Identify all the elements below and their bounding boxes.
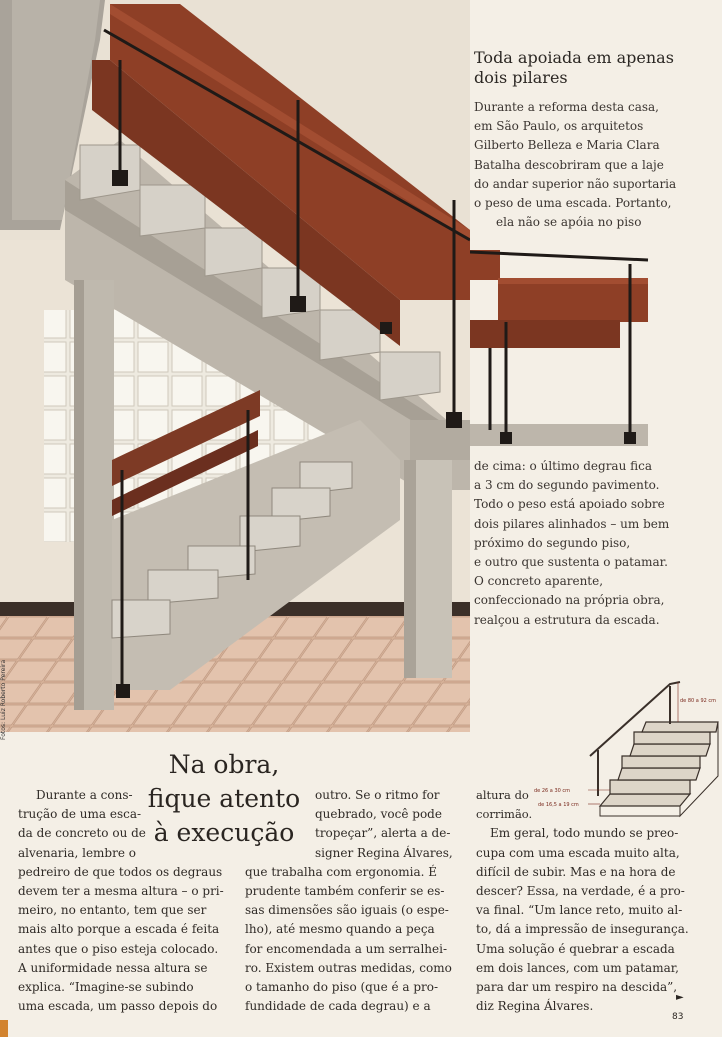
body-line: to, dá a impressão de insegurança.: [476, 922, 689, 937]
sidebar-line: Todo o peso está apoiado sobre: [474, 497, 665, 512]
sidebar-line: próximo do segundo piso,: [474, 535, 631, 550]
sidebar-line: realçou a estrutura da escada.: [474, 612, 660, 627]
body-line: explica. “Imagine-se subindo: [18, 980, 194, 995]
body-line: lho), até mesmo quando a peça: [245, 922, 435, 937]
body-line: pedreiro de que todos os degraus: [18, 864, 223, 879]
sidebar-line: Durante a reforma desta casa,: [474, 100, 659, 114]
sidebar-line: dois pilares alinhados – um bem: [474, 516, 670, 531]
article-column-2: [245, 786, 455, 1016]
page-number: 83: [672, 1012, 684, 1022]
headline-line: à execução: [153, 818, 295, 847]
body-line: A uniformidade nessa altura se: [18, 960, 208, 975]
body-line: da de concreto ou de: [18, 826, 146, 841]
sidebar-line: em São Paulo, os arquitetos: [474, 119, 644, 134]
body-line: ro. Existem outras medidas, como: [245, 960, 452, 975]
sidebar-line: o peso de uma escada. Portanto,: [474, 196, 672, 211]
sidebar-text-bottom: [474, 457, 669, 630]
body-line: quebrado, você pode: [315, 807, 442, 822]
body-line: prudente também conferir se es-: [245, 884, 445, 899]
diagram-label-handrail: de 80 a 92 cm: [680, 698, 717, 704]
sidebar-line: de cima: o último degrau fica: [474, 459, 653, 473]
body-line: para dar um respiro na descida”,: [476, 980, 678, 995]
headline-line: fique atento: [147, 784, 301, 813]
body-line: mais alto porque a escada é feita: [18, 922, 220, 937]
body-line: corrimão.: [476, 807, 533, 822]
sidebar-line: ela não se apóia no piso: [496, 215, 642, 230]
body-line: altura do: [476, 788, 529, 802]
body-line: sas dimensões são iguais (o espe-: [245, 903, 449, 918]
body-line: que trabalha com ergonomia. É: [245, 864, 438, 879]
staircase-photo-extension: [470, 250, 660, 450]
body-line: tropeçar”, alerta a de-: [315, 826, 451, 841]
body-line: uma escada, um passo depois do: [18, 999, 218, 1014]
sidebar-title: [474, 48, 704, 88]
sidebar-line: do andar superior não suportaria: [474, 176, 677, 191]
stair-dimensions-diagram: [530, 676, 720, 821]
body-line: Em geral, todo mundo se preo-: [490, 826, 679, 841]
sidebar-title-line: Toda apoiada em apenas: [474, 48, 674, 67]
article-column-1: [18, 786, 243, 1016]
photo-credit: Fotos: Luiz Roberto Pereira: [0, 659, 7, 740]
body-line: for encomendada a um serralhei-: [245, 941, 448, 956]
diagram-label-riser: de 16,5 a 19 cm: [538, 802, 579, 808]
body-line: Uma solução é quebrar a escada: [476, 941, 675, 956]
sidebar-text-top: [474, 98, 676, 232]
body-line: va final. “Um lance reto, muito al-: [476, 903, 683, 918]
sidebar-line: O concreto aparente,: [474, 574, 604, 589]
page-edge-mark: [0, 1020, 8, 1037]
diagram-label-tread: de 26 a 30 cm: [534, 788, 571, 794]
sidebar-title-line: dois pilares: [474, 68, 568, 87]
body-line: antes que o piso esteja colocado.: [18, 941, 219, 956]
body-line: devem ter a mesma altura – o pri-: [18, 884, 224, 899]
body-line: diz Regina Álvares.: [476, 999, 594, 1014]
body-line: alvenaria, lembre o: [18, 845, 136, 860]
headline-line: Na obra,: [168, 750, 280, 779]
body-line: cupa com uma escada muito alta,: [476, 845, 680, 860]
body-line: meiro, no entanto, tem que ser: [18, 903, 207, 918]
body-line: signer Regina Álvares,: [315, 845, 453, 860]
sidebar-line: confeccionado na própria obra,: [474, 593, 665, 608]
continue-arrow-icon: ►: [676, 992, 684, 1003]
sidebar-line: e outro que sustenta o patamar.: [474, 555, 668, 570]
staircase-photo: [0, 0, 470, 732]
sidebar-line: Batalha descobriram que a laje: [474, 157, 664, 172]
body-line: o tamanho do piso (que é a pro-: [245, 980, 439, 995]
body-line: em dois lances, com um patamar,: [476, 960, 679, 975]
body-line: outro. Se o ritmo for: [315, 788, 440, 802]
body-line: difícil de subir. Mas e na hora de: [476, 864, 676, 879]
body-line: trução de uma esca-: [18, 807, 142, 822]
body-line: fundidade de cada degrau) e a: [245, 999, 431, 1014]
body-line: descer? Essa, na verdade, é a pro-: [476, 884, 685, 899]
body-line: Durante a cons-: [36, 788, 133, 802]
sidebar-line: Gilberto Belleza e Maria Clara: [474, 138, 660, 153]
sidebar-line: a 3 cm do segundo pavimento.: [474, 478, 660, 493]
